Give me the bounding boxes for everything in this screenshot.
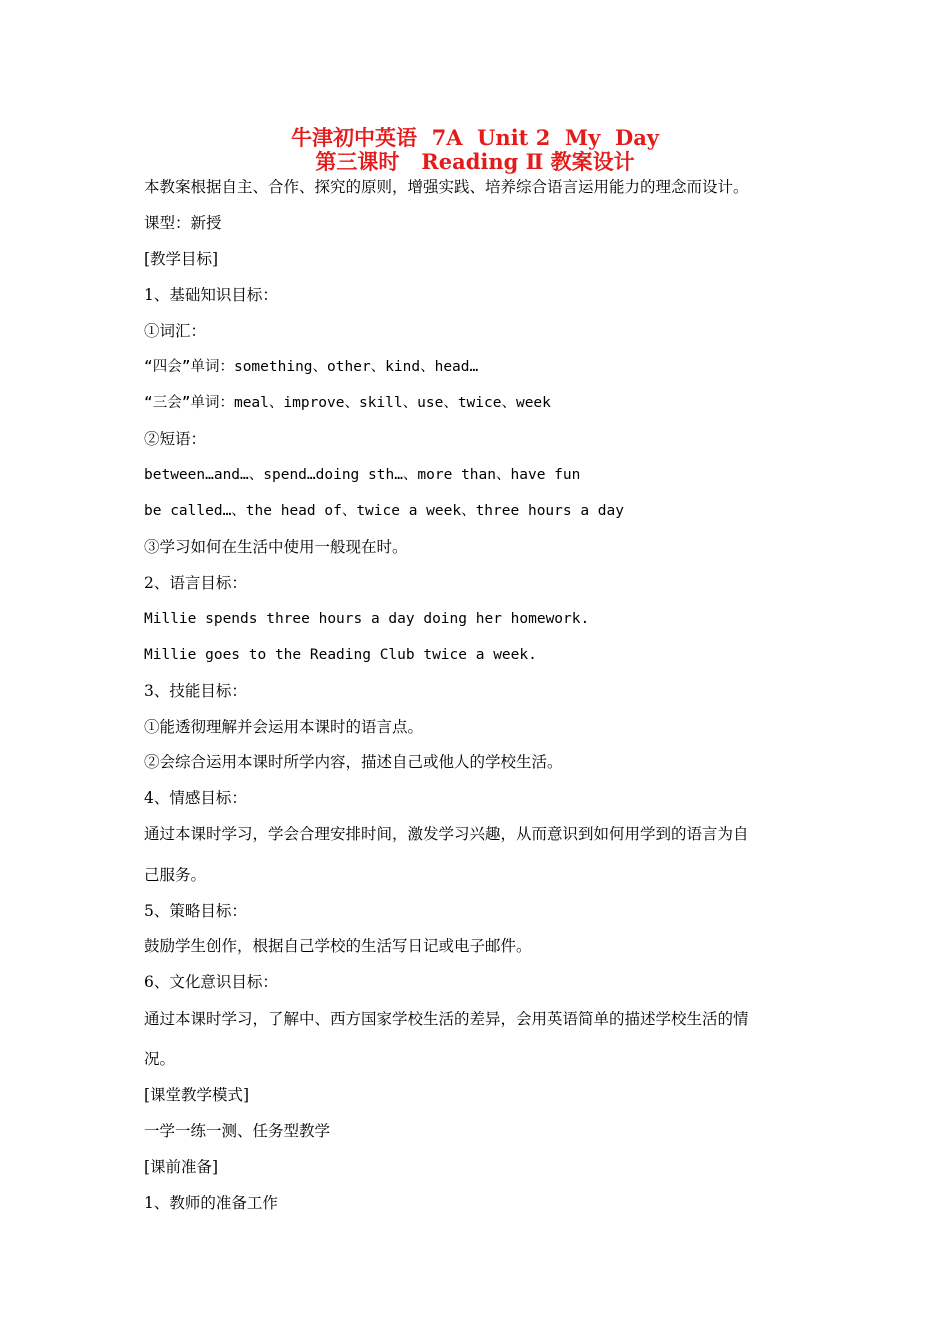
document-title: 牛津初中英语 7A Unit 2 My Day <box>290 125 660 150</box>
section-heading-objectives: [教学目标] <box>144 250 219 268</box>
document-subtitle: 第三课时 Reading Ⅱ 教案设计 <box>315 149 635 174</box>
culture-objective-line-1: 通过本课时学习，了解中、西方国家学校生活的差异，会用英语简单的描述学校生活的情 <box>144 1010 749 1028</box>
objective-heading-strategy: 5、策略目标： <box>144 902 247 920</box>
section-heading-preparation: [课前准备] <box>144 1158 219 1176</box>
phrases-line-1: between…and…、spend…doing sth…、more than、have fun <box>144 467 581 483</box>
preparation-item-1: 1、教师的准备工作 <box>144 1194 278 1212</box>
example-sentence-1: Millie spends three hours a day doing her homework. <box>144 611 590 627</box>
intro-paragraph: 本教案根据自主、合作、探究的原则，增强实践、培养综合语言运用能力的理念而设计。 <box>144 178 749 196</box>
emotion-objective-line-1: 通过本课时学习，学会合理安排时间，激发学习兴趣，从而意识到如何用学到的语言为自 <box>144 825 749 843</box>
strategy-objective: 鼓励学生创作，根据自己学校的生活写日记或电子邮件。 <box>144 937 532 955</box>
objective-heading-culture: 6、文化意识目标： <box>144 973 278 991</box>
skill-objective-1: ①能透彻理解并会运用本课时的语言点。 <box>144 718 424 736</box>
objective-heading-skills: 3、技能目标： <box>144 682 247 700</box>
skill-objective-2: ②会综合运用本课时所学内容，描述自己或他人的学校生活。 <box>144 753 563 771</box>
subheading-vocabulary: ①词汇： <box>144 322 207 340</box>
section-heading-teaching-mode: [课堂教学模式] <box>144 1086 250 1104</box>
emotion-objective-line-2: 己服务。 <box>144 866 207 884</box>
example-sentence-2: Millie goes to the Reading Club twice a week. <box>144 647 537 663</box>
objective-heading-emotion: 4、情感目标： <box>144 789 247 807</box>
vocabulary-three-skills: “三会”单词：meal、improve、skill、use、twice、week <box>144 395 551 411</box>
culture-objective-line-2: 况。 <box>144 1050 176 1068</box>
phrases-line-2: be called…、the head of、twice a week、three hours a day <box>144 503 624 519</box>
lesson-type: 课型：新授 <box>144 214 222 232</box>
vocabulary-four-skills: “四会”单词：something、other、kind、head… <box>144 359 479 375</box>
teaching-mode: 一学一练一测、任务型教学 <box>144 1122 331 1140</box>
objective-heading-knowledge: 1、基础知识目标： <box>144 286 278 304</box>
grammar-objective: ③学习如何在生活中使用一般现在时。 <box>144 538 408 556</box>
objective-heading-language: 2、语言目标： <box>144 574 247 592</box>
subheading-phrases: ②短语： <box>144 430 207 448</box>
